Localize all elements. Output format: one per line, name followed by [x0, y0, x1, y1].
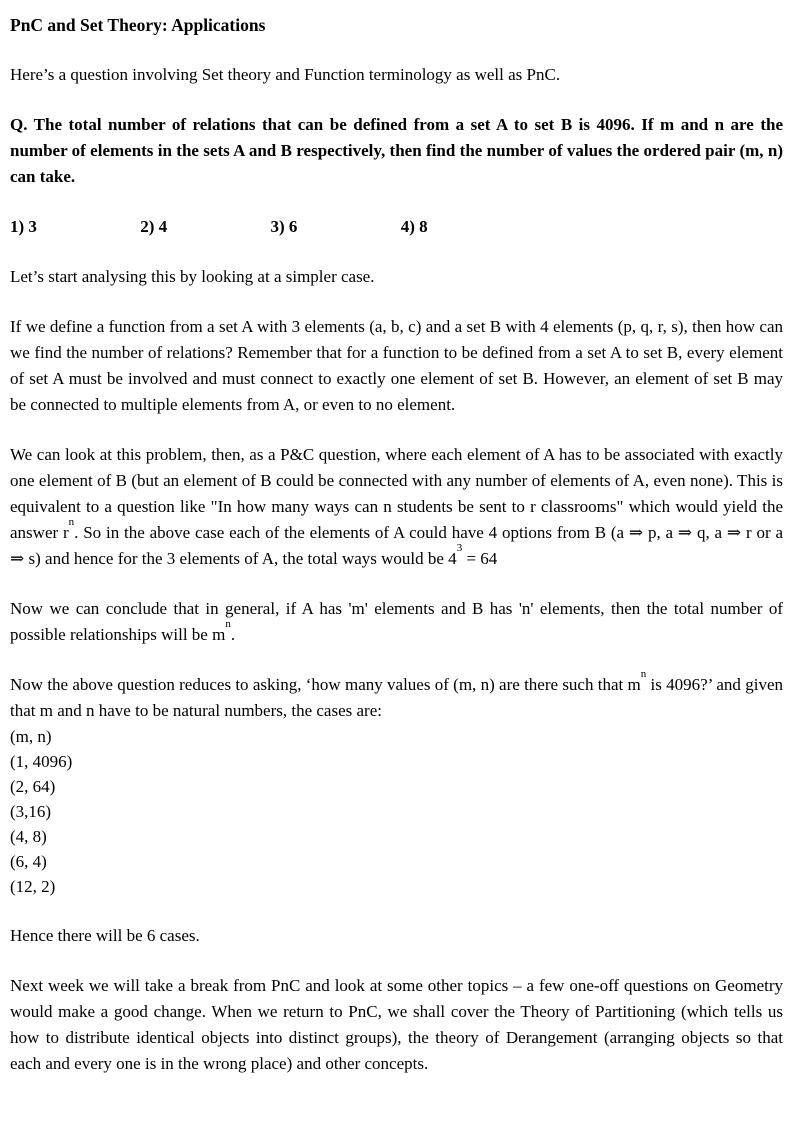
- hence-paragraph: Hence there will be 6 cases.: [10, 926, 200, 945]
- answer-option-4: 4) 8: [400, 217, 428, 236]
- intro-paragraph: Here’s a question involving Set theory and Function terminology as well as PnC.: [10, 65, 561, 84]
- answer-options-row: [10, 214, 783, 240]
- case-line-4: (4, 8): [10, 827, 47, 846]
- answer-option-3: 3) 6: [270, 217, 298, 236]
- function-definition-paragraph: If we define a function from a set A with 3 elements (a, b, c) and a set B with 4 elements (p, q, r, s), then how can we find the number of relations? Remember that for a function to be defined from a set A to set B, every element of set A must be involved and must connect to exactly one element of set B. However, an element of set B may be connected to multiple elements from A, or even to no element.: [10, 317, 783, 414]
- case-line-5: (6, 4): [10, 852, 47, 871]
- simpler-case-paragraph: Let’s start analysing this by looking at a simpler case.: [10, 267, 375, 286]
- document-title: PnC and Set Theory: Applications: [10, 15, 266, 35]
- conclusion-general-paragraph: Now we can conclude that in general, if A has 'm' elements and B has 'n' elements, then the total number of possible relationships will be $m^n$.: [10, 599, 783, 644]
- case-line-3: (3,16): [10, 802, 52, 821]
- answer-option-2: 2) 4: [140, 217, 168, 236]
- cases-list: [10, 724, 783, 899]
- closing-paragraph: Next week we will take a break from PnC and look at some other topics – a few one-off questions on Geometry would make a good change. When we return to PnC, we shall cover the Theory of Partitioning (which tells us how to distribute identical objects into distinct groups), the theory of Derangement (arranging objects so that each and every one is in the wrong place) and other concepts.: [10, 976, 783, 1073]
- case-line-header: (m, n): [10, 727, 52, 746]
- case-line-6: (12, 2): [10, 877, 56, 896]
- question-text: Q. The total number of relations that can be defined from a set A to set B is 4096. If m and n are the number of elements in the sets A and B respectively, then find the number of values the ordered pair (m, n) can take.: [10, 115, 783, 186]
- question-reduces-paragraph: Now the above question reduces to asking, ‘how many values of (m, n) are there such that $m^n$ is 4096?’ and given that m and n have to be natural numbers, the cases are:: [10, 668, 783, 720]
- pnc-analysis-paragraph: We can look at this problem, then, as a P&C question, where each element of A has to be associated with exactly one element of B (but an element of B could be connected with any number of elements of A, even none). This is equivalent to a question like "In how many ways can n students be sent to r classrooms" which would yield the answer $r^n$. So in the above case each of the elements of A could have 4 options from B (a ⇒ p, a ⇒ q, a ⇒ r or a ⇒ s) and hence for the 3 elements of A, the total ways would be $4^3 = 64$: [10, 445, 783, 568]
- answer-option-1: 1) 3: [10, 217, 37, 236]
- case-line-1: (1, 4096): [10, 752, 73, 771]
- case-line-2: (2, 64): [10, 777, 56, 796]
